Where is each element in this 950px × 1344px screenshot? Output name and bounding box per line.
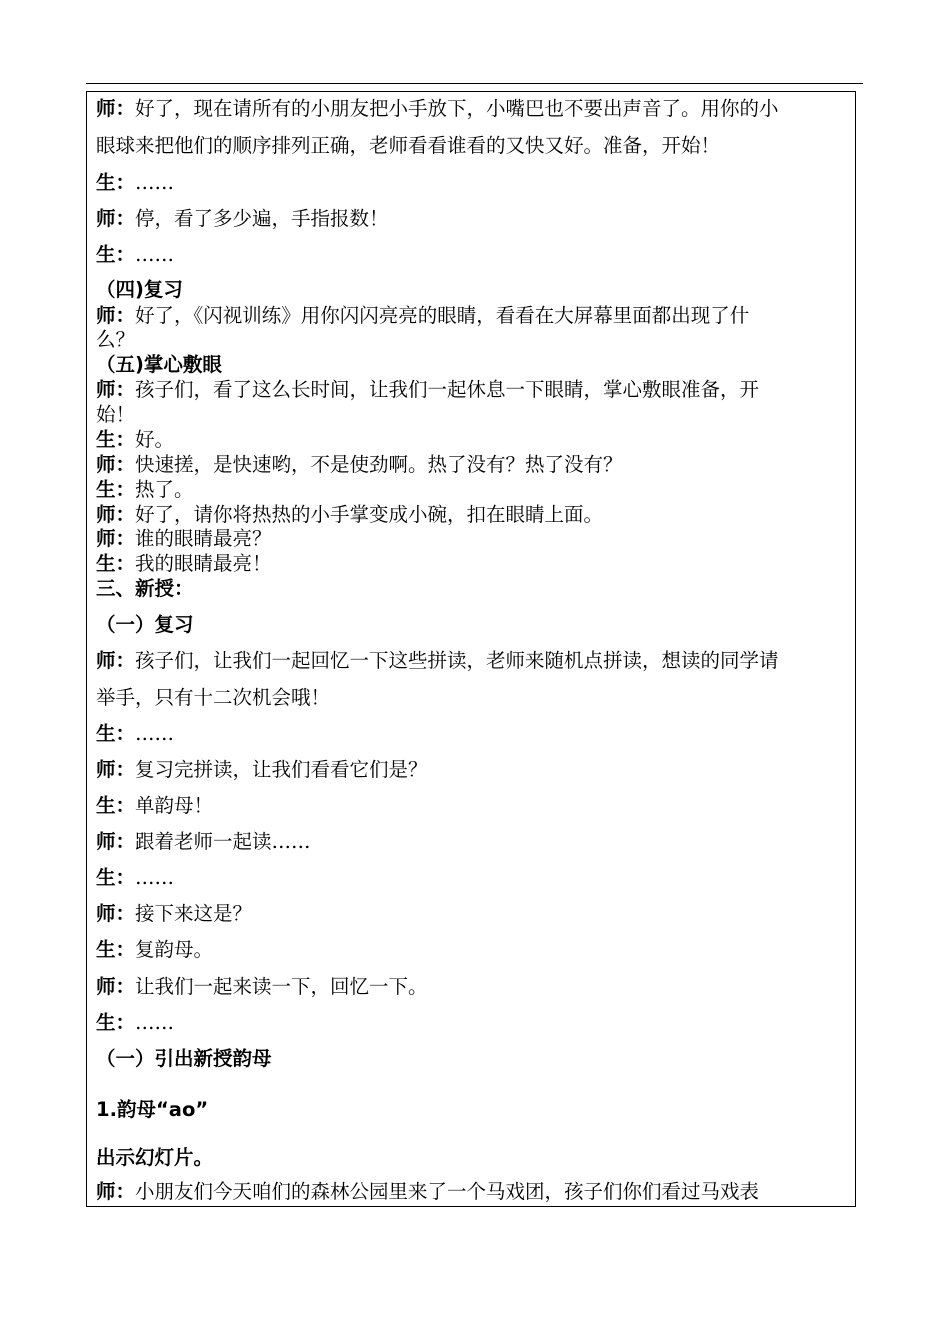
- line-3: 生：……: [96, 171, 175, 194]
- line-21: 举手，只有十二次机会哦！: [96, 686, 331, 709]
- line-15: 师：好了，请你将热热的小手掌变成小碗，扣在眼睛上面。: [96, 503, 604, 526]
- line-29: 师：让我们一起来读一下，回忆一下。: [96, 975, 428, 998]
- line-11: 始！: [96, 403, 136, 426]
- heading-review-1: （一）复习: [96, 613, 194, 636]
- heading-new-lesson: 三、新授：: [96, 577, 194, 600]
- line-1: 师：好了，现在请所有的小朋友把小手放下，小嘴巴也不要出声音了。用你的小: [96, 97, 779, 120]
- heading-palm-eyes-5: （五)掌心敷眼: [96, 353, 222, 376]
- header-rule: [86, 83, 863, 84]
- line-27: 师：接下来这是？: [96, 902, 253, 925]
- line-24: 生：单韵母！: [96, 794, 214, 817]
- line-7: 师：好了，《闪视训练》用你闪闪亮亮的眼睛，看看在大屏幕里面都出现了什: [96, 304, 750, 327]
- slide-instruction: 出示幻灯片。: [96, 1146, 214, 1169]
- line-25: 师：跟着老师一起读……: [96, 830, 311, 853]
- line-34: 师：小朋友们今天咱们的森林公园里来了一个马戏团，孩子们你们看过马戏表: [96, 1180, 760, 1203]
- line-12: 生：好。: [96, 428, 175, 451]
- line-30: 生：……: [96, 1011, 175, 1034]
- heading-new-finals: （一）引出新授韵母: [96, 1047, 272, 1070]
- line-8: 么？: [96, 328, 136, 351]
- line-5: 生：……: [96, 243, 175, 266]
- line-22: 生：……: [96, 722, 175, 745]
- lesson-transcript-cell: [86, 91, 856, 1207]
- line-14: 生：热了。: [96, 478, 194, 501]
- line-17: 生：我的眼睛最亮！: [96, 552, 272, 575]
- heading-review-4: （四)复习: [96, 278, 183, 301]
- line-4: 师：停，看了多少遍，手指报数！: [96, 207, 389, 230]
- heading-final-ao: 1.韵母“ao”: [96, 1098, 209, 1121]
- line-10: 师：孩子们，看了这么长时间，让我们一起休息一下眼睛，掌心敷眼准备，开: [96, 378, 760, 401]
- line-23: 师：复习完拼读，让我们看看它们是？: [96, 758, 428, 781]
- line-16: 师：谁的眼睛最亮？: [96, 527, 272, 550]
- line-2: 眼球来把他们的顺序排列正确，老师看看谁看的又快又好。准备，开始！: [96, 134, 721, 157]
- line-28: 生：复韵母。: [96, 938, 214, 961]
- line-13: 师：快速搓，是快速哟，不是使劲啊。热了没有？热了没有？: [96, 453, 623, 476]
- line-20: 师：孩子们，让我们一起回忆一下这些拼读，老师来随机点拼读，想读的同学请: [96, 649, 779, 672]
- line-26: 生：……: [96, 866, 175, 889]
